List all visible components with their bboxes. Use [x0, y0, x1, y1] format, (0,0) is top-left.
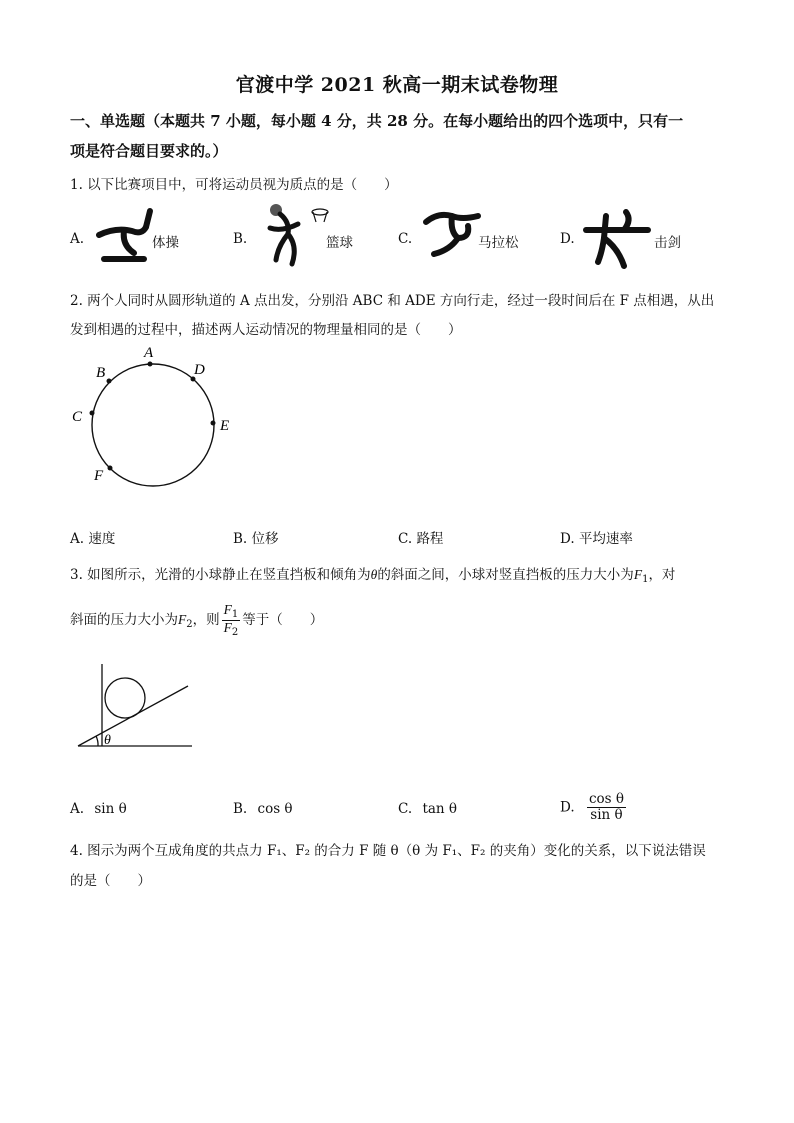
- q2-option-d-letter: D.: [560, 531, 575, 547]
- q1-option-a-letter: A.: [70, 231, 85, 247]
- question-3-line2: [70, 603, 323, 638]
- theta-label: θ: [104, 733, 111, 748]
- q1-option-a-label: 体操: [152, 235, 179, 251]
- q3-line1-a: 3. 如图所示，光滑的小球静止在竖直挡板和倾角为: [70, 567, 371, 583]
- q3-f1: F: [633, 567, 643, 582]
- q3-option-c-text: tan θ: [422, 801, 458, 817]
- q1-option-d-label: 击剑: [654, 235, 681, 251]
- q1-option-c-letter: C.: [398, 231, 413, 247]
- q2-option-a: [70, 527, 115, 547]
- q2-option-a-letter: A.: [70, 531, 85, 547]
- exam-title: 官渡中学 2021 秋高一期末试卷物理: [235, 74, 559, 96]
- q3-option-c-letter: C.: [398, 801, 413, 817]
- point-e-label: E: [220, 418, 230, 434]
- q3-line2-a: 斜面的压力大小为: [70, 612, 178, 628]
- q2-option-b-letter: B.: [233, 531, 248, 547]
- point-a-label: A: [144, 345, 154, 361]
- point-b-label: B: [96, 365, 106, 381]
- gymnastics-icon: [94, 207, 154, 267]
- q3-theta: θ: [370, 567, 378, 582]
- point-d-label: D: [194, 362, 205, 378]
- q3-option-b-letter: B.: [233, 801, 248, 817]
- q2-option-c-text: 路程: [416, 531, 444, 547]
- q3-option-b: [233, 801, 293, 817]
- q1-option-b-label: 篮球: [326, 235, 353, 251]
- q3-option-d-denominator: sin θ: [590, 806, 623, 823]
- marathon-icon: [420, 208, 482, 266]
- question-2-line1: 2. 两个人同时从圆形轨道的 A 点出发，分别沿 ABC 和 ADE 方向行走，经过一段时间后在 F 点相遇，从出: [70, 293, 715, 309]
- q3-f2-sub: 2: [186, 619, 193, 630]
- q3-ratio-fraction: $\frac{F_1}{F_2}$: [223, 602, 239, 638]
- q2-option-a-text: 速度: [88, 531, 116, 547]
- point-f-label: F: [94, 468, 104, 484]
- q1-option-b-letter: B.: [233, 231, 248, 247]
- q3-line1-c: ，对: [648, 567, 676, 583]
- q3-option-d-fraction: [587, 792, 626, 823]
- question-1-text: 1. 以下比赛项目中，可将运动员视为质点的是（ ）: [70, 177, 398, 193]
- q3-f2: F: [178, 612, 187, 627]
- q3-option-b-text: cos θ: [257, 801, 293, 817]
- q2-option-c-letter: C.: [398, 531, 413, 547]
- circular-track-diagram: [60, 335, 250, 495]
- point-c-label: C: [72, 409, 83, 425]
- q2-option-b-text: 位移: [251, 531, 279, 547]
- question-2-line2: 发到相遇的过程中，描述两人运动情况的物理量相同的是（ ）: [70, 322, 462, 338]
- q3-line2-c: 等于（ ）: [242, 612, 324, 628]
- incline-ball-diagram: [70, 660, 200, 755]
- q3-line1-b: 的斜面之间，小球对竖直挡板的压力大小为: [377, 567, 634, 583]
- q3-option-a-text: sin θ: [94, 801, 127, 817]
- q3-option-d: [560, 792, 628, 823]
- question-4-line1: 4. 图示为两个互成角度的共点力 F₁、F₂ 的合力 F 随 θ（θ 为 F₁、F₂ 的夹角）变化的关系，以下说法错误: [70, 843, 706, 859]
- q2-option-c: [398, 527, 443, 547]
- q3-f1-sub: 1: [642, 574, 649, 585]
- q3-option-a-letter: A.: [70, 801, 85, 817]
- section-header-line1: 一、单选题（本题共 7 小题，每小题 4 分，共 28 分。在每小题给出的四个选项中，只有一: [70, 112, 684, 130]
- question-3-line1: [70, 563, 675, 585]
- q3-option-d-numerator: cos θ: [588, 791, 624, 807]
- q3-line2-b: ，则: [192, 612, 220, 628]
- q3-option-c: [398, 801, 457, 817]
- q3-option-d-letter: D.: [560, 799, 575, 816]
- q3-option-a: [70, 801, 127, 817]
- q1-option-d-letter: D.: [560, 231, 575, 247]
- q1-option-c-label: 马拉松: [478, 235, 519, 251]
- fencing-icon: [584, 208, 654, 270]
- q2-option-b: [233, 527, 279, 547]
- question-4-line2: 的是（ ）: [70, 873, 151, 889]
- section-header-line2: 项是符合题目要求的。）: [70, 142, 228, 160]
- q2-option-d-text: 平均速率: [578, 531, 633, 547]
- q2-option-d: [560, 527, 633, 547]
